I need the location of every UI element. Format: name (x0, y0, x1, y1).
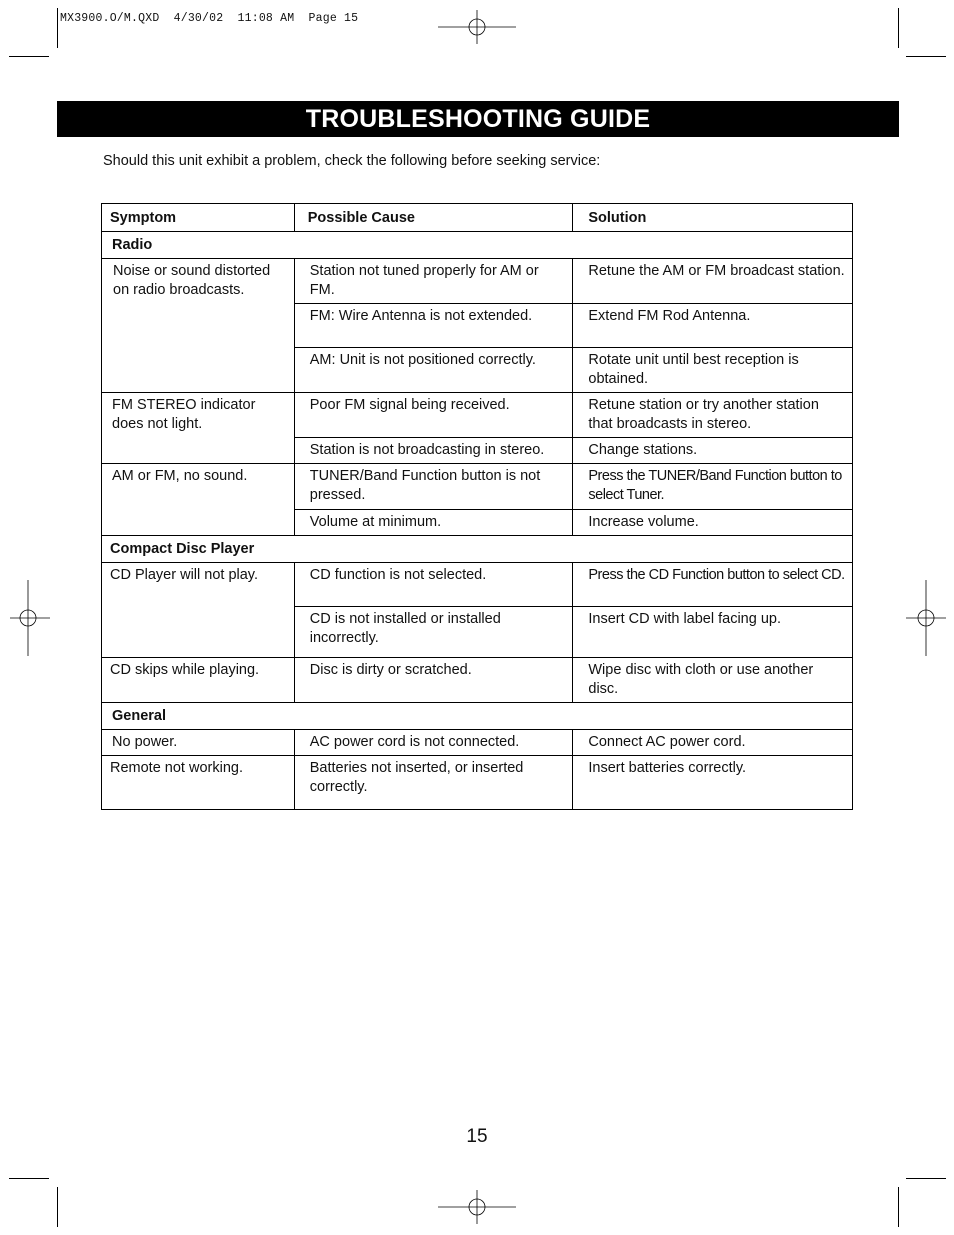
cause-cell: Batteries not inserted, or inserted correctly. (294, 756, 573, 810)
table-row (102, 464, 853, 510)
print-slug: MX3900.O/M.QXD 4/30/02 11:08 AM Page 15 (60, 12, 359, 25)
symptom-cell: FM STEREO indicator does not light. (102, 393, 295, 464)
solution-cell: Wipe disc with cloth or use another disc. (573, 658, 853, 703)
cause-cell: Poor FM signal being received. (294, 393, 573, 438)
solution-cell: Extend FM Rod Antenna. (573, 304, 853, 348)
registration-mark-icon (906, 580, 946, 656)
table-row (102, 259, 853, 304)
crop-mark (57, 1187, 58, 1227)
crop-mark (906, 56, 946, 57)
cause-cell: AM: Unit is not positioned correctly. (294, 348, 573, 393)
solution-cell: Insert CD with label facing up. (573, 607, 853, 658)
section-label-cd: Compact Disc Player (102, 536, 853, 563)
solution-cell: Insert batteries correctly. (573, 756, 853, 810)
table-row (102, 658, 853, 703)
intro-text: Should this unit exhibit a problem, check the following before seeking service: (103, 153, 601, 169)
solution-cell: Rotate unit until best reception is obtained. (573, 348, 853, 393)
cause-cell: TUNER/Band Function button is not pressed. (294, 464, 573, 510)
symptom-cell: AM or FM, no sound. (102, 464, 295, 536)
cause-cell: CD function is not selected. (294, 563, 573, 607)
table-row (102, 756, 853, 810)
section-row (102, 232, 853, 259)
crop-mark (898, 1187, 899, 1227)
crop-mark (9, 1178, 49, 1179)
section-label-radio: Radio (102, 232, 853, 259)
registration-mark-icon (438, 1190, 516, 1224)
table-row (102, 730, 853, 756)
cause-cell: FM: Wire Antenna is not extended. (294, 304, 573, 348)
column-header-cause: Possible Cause (294, 204, 573, 232)
solution-cell: Increase volume. (573, 510, 853, 536)
troubleshooting-table (101, 203, 853, 810)
solution-cell: Change stations. (573, 438, 853, 464)
crop-mark (57, 8, 58, 48)
section-label-general: General (102, 703, 853, 730)
page-number: 15 (466, 1126, 488, 1147)
cause-cell: Station not tuned properly for AM or FM. (294, 259, 573, 304)
table-row (102, 393, 853, 438)
cause-cell: AC power cord is not connected. (294, 730, 573, 756)
cause-cell: CD is not installed or installed incorrectly. (294, 607, 573, 658)
symptom-cell: Noise or sound distorted on radio broadcasts. (102, 259, 295, 393)
solution-cell: Retune the AM or FM broadcast station. (573, 259, 853, 304)
registration-mark-icon (10, 580, 50, 656)
page-title: TROUBLESHOOTING GUIDE (57, 101, 899, 137)
solution-cell: Press the CD Function button to select CD. (573, 563, 853, 607)
column-header-symptom: Symptom (102, 204, 295, 232)
solution-cell: Press the TUNER/Band Function button to select Tuner. (573, 464, 853, 510)
symptom-cell: Remote not working. (102, 756, 295, 810)
symptom-cell: CD skips while playing. (102, 658, 295, 703)
solution-cell: Retune station or try another station that broadcasts in stereo. (573, 393, 853, 438)
symptom-cell: CD Player will not play. (102, 563, 295, 658)
table-header-row (102, 204, 853, 232)
section-row (102, 703, 853, 730)
crop-mark (898, 8, 899, 48)
symptom-cell: No power. (102, 730, 295, 756)
solution-cell: Connect AC power cord. (573, 730, 853, 756)
cause-cell: Station is not broadcasting in stereo. (294, 438, 573, 464)
column-header-solution: Solution (573, 204, 853, 232)
registration-mark-icon (438, 10, 516, 44)
crop-mark (9, 56, 49, 57)
crop-mark (906, 1178, 946, 1179)
section-row (102, 536, 853, 563)
cause-cell: Disc is dirty or scratched. (294, 658, 573, 703)
table-row (102, 563, 853, 607)
cause-cell: Volume at minimum. (294, 510, 573, 536)
